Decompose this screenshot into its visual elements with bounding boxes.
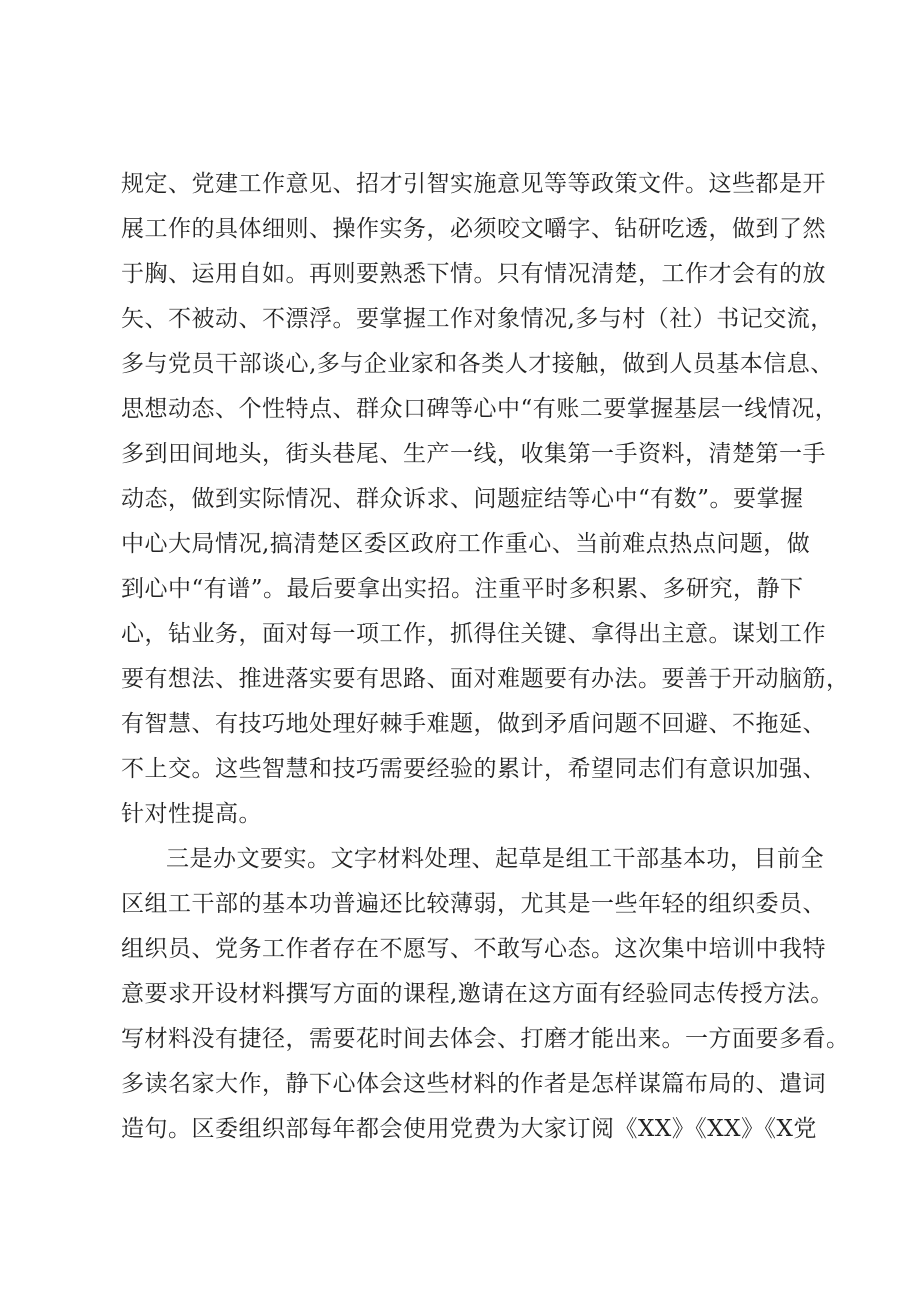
paragraph-first-line: 三是办文要实。文字材料处理、起草是组工干部基本功，目前全 bbox=[166, 846, 824, 872]
text-line: 动态，做到实际情况、群众诉求、问题症结等心中“有数”。要掌握 bbox=[121, 486, 804, 512]
text-line: 要有想法、推进落实要有思路、面对难题要有办法。要善于开动脑筋， bbox=[121, 666, 850, 692]
text-line: 意要求开设材料撰写方面的课程,邀请在这方面有经验同志传授方法。 bbox=[121, 981, 834, 1007]
text-line: 于胸、运用自如。再则要熟悉下情。只有情况清楚，工作才会有的放 bbox=[121, 261, 826, 287]
text-line: 造句。区委组织部每年都会使用党费为大家订阅《XX》《XX》《X党 bbox=[121, 1116, 817, 1142]
text-line: 有智慧、有技巧地处理好棘手难题，做到矛盾问题不回避、不拖延、 bbox=[121, 711, 826, 737]
text-line: 心，钻业务，面对每一项工作，抓得住关键、拿得出主意。谋划工作 bbox=[121, 621, 826, 647]
text-line: 多到田间地头，街头巷尾、生产一线，收集第一手资料，清楚第一手 bbox=[121, 441, 826, 467]
text-line: 思想动态、个性特点、群众口碑等心中“有账二要掌握基层一线情况， bbox=[121, 396, 839, 422]
text-line: 多读名家大作，静下心体会这些材料的作者是怎样谋篇布局的、遣词 bbox=[121, 1071, 826, 1097]
text-line: 针对性提高。 bbox=[121, 801, 262, 827]
text-line: 多与党员干部谈心,多与企业家和各类人才接触，做到人员基本信息、 bbox=[121, 351, 834, 377]
text-line: 不上交。这些智慧和技巧需要经验的累计，希望同志们有意识加强、 bbox=[121, 756, 826, 782]
text-line: 规定、党建工作意见、招才引智实施意见等等政策文件。这些都是开 bbox=[121, 171, 826, 197]
text-line: 组织员、党务工作者存在不愿写、不敢写心态。这次集中培训中我特 bbox=[121, 936, 826, 962]
text-line: 到心中“有谱”。最后要拿出实招。注重平时多积累、多研究，静下 bbox=[121, 576, 804, 602]
text-line: 展工作的具体细则、操作实务，必须咬文嚼字、钻研吃透，做到了然 bbox=[121, 216, 826, 242]
text-line: 区组工干部的基本功普遍还比较薄弱，尤其是一些年轻的组织委员、 bbox=[121, 891, 826, 917]
text-line: 矢、不被动、不漂浮。要掌握工作对象情况,多与村（社）书记交流， bbox=[121, 306, 834, 332]
text-line: 写材料没有捷径，需要花时间去体会、打磨才能出来。一方面要多看。 bbox=[121, 1026, 850, 1052]
text-line: 中心大局情况,搞清楚区委区政府工作重心、当前难点热点问题，做 bbox=[121, 531, 811, 557]
